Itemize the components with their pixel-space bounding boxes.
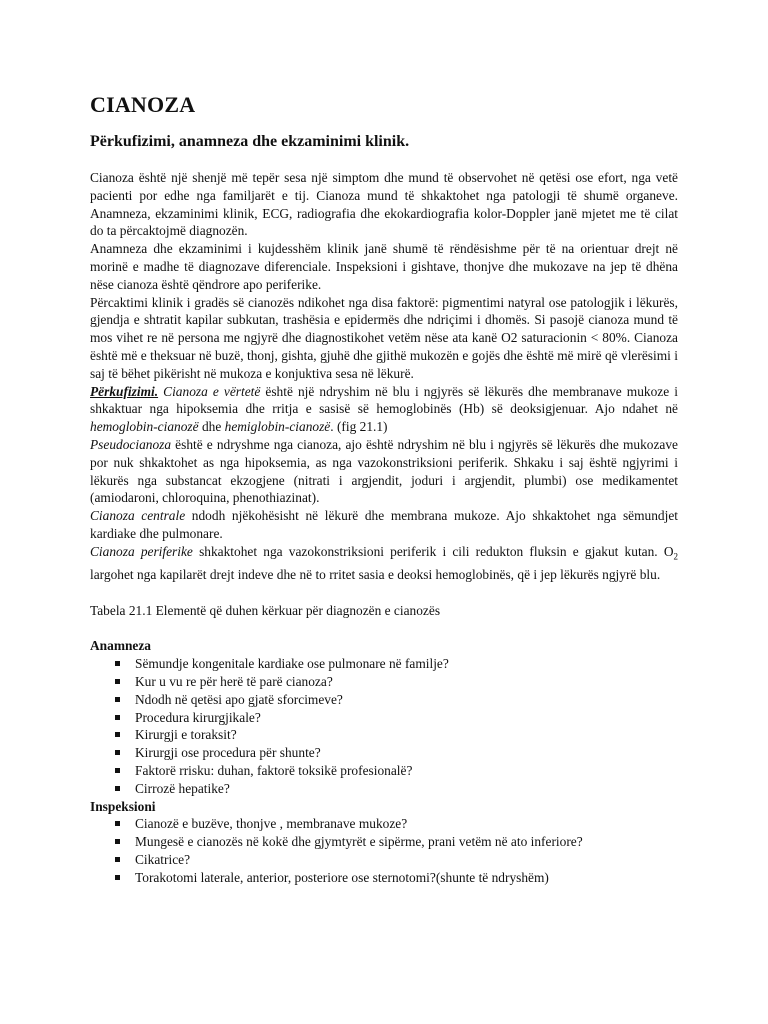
term-pseudocyanosis: Pseudocianoza bbox=[90, 436, 172, 452]
section-heading: Inspeksioni bbox=[90, 798, 156, 814]
list-item: Cirrozë hepatike? bbox=[90, 780, 678, 798]
list-item: Kur u vu re për herë të parë cianoza? bbox=[90, 673, 678, 691]
document-body bbox=[90, 92, 678, 887]
list-item: Kirurgji ose procedura për shunte? bbox=[90, 744, 678, 762]
square-bullet-icon bbox=[115, 821, 120, 826]
section-anamneza bbox=[90, 637, 678, 797]
paragraph-intro: Cianoza është një shenjë më tepër sesa një simptom dhe mund të observohet në qetësi ose efort, nga vetë pacienti por edhe nga familjarët e tij. Cianoza mund të shkaktohet nga patologji të shumë organeve. Anamneza, ekzaminimi klinik, ECG, radiografia dhe ekokardiografia kolor-Doppler janë mjetet me të cilat do ta përcaktojmë diagnozën. bbox=[90, 170, 678, 239]
section-inspeksioni bbox=[90, 798, 678, 887]
paragraph-definition: Përkufizimi. Cianoza e vërtetë është një ndryshim në blu i ngjyrës së lëkurës dhe membranave mukoze i shkaktuar nga hipoksemia dhe rritja e sasisë së hemoglobinës (Hb) së deoksigjenuar. Ajo ndahet në hemoglobin-cianozë dhe hemiglobin-cianozë. (fig 21.1) bbox=[90, 383, 678, 435]
section-heading: Anamneza bbox=[90, 638, 151, 654]
square-bullet-icon bbox=[115, 732, 120, 737]
section-subtitle: Përkufizimi, anamneza dhe ekzaminimi klinik. bbox=[90, 133, 410, 150]
paragraph-clinical-grade: Përcaktimi klinik i gradës së cianozës ndikohet nga disa faktorë: pigmentimi natyral ose patologjik i lëkurës, gjendja e shtratit kapilar subkutan, trashësia e epidermës dhe ndriçimi i dhomës. Si pasojë cianoza mund të mos vihet re në persona me ngjyrë dhe diagnostikohet vetëm nëse ata kanë O2 saturacionin < 80%. Cianoza është më e theksuar në buzë, thonj, gishta, gjuhë dhe gjithë mukozën e gojës dhe është më mirë që vlerësimi i saj të bëhet pikërisht në mukoza e konjuktiva sesa në lëkurë. bbox=[90, 294, 678, 381]
list-item: Cikatrice? bbox=[90, 851, 678, 869]
square-bullet-icon bbox=[115, 750, 120, 755]
square-bullet-icon bbox=[115, 661, 120, 666]
term-hemoglobin-cyanosis: hemoglobin-cianozë bbox=[90, 419, 199, 435]
square-bullet-icon bbox=[115, 768, 120, 773]
checklist-inspeksioni bbox=[90, 815, 678, 886]
square-bullet-icon bbox=[115, 875, 120, 880]
paragraph-peripheral-cyanosis: Cianoza periferike shkaktohet nga vazokonstriksioni periferik i cili redukton fluksin e gjakut kutan. $O_2$ largohet nga kapilarët drejt indeve dhe në to rritet sasia e deoksi hemoglobinës, që i jep lëkurës ngjyrë blu. bbox=[90, 543, 679, 583]
list-item: Sëmundje kongenitale kardiake ose pulmonare në familje? bbox=[90, 655, 678, 673]
list-item: Procedura kirurgjikale? bbox=[90, 709, 678, 727]
paragraph-central-cyanosis: Cianoza centrale ndodh njëkohësisht në lëkurë dhe membrana mukoze. Ajo shkaktohet nga sëmundjet kardiake dhe pulmonare. bbox=[90, 508, 678, 541]
list-item: Torakotomi laterale, anterior, posteriore ose sternotomi?(shunte të ndryshëm) bbox=[90, 869, 678, 887]
checklist-anamneza bbox=[90, 655, 678, 797]
definition-lead: Përkufizimi. bbox=[90, 383, 159, 399]
square-bullet-icon bbox=[115, 715, 120, 720]
square-bullet-icon bbox=[115, 697, 120, 702]
square-bullet-icon bbox=[115, 839, 120, 844]
term-peripheral-cyanosis: Cianoza periferike bbox=[90, 543, 193, 559]
term-true-cyanosis: Cianoza e vërtetë bbox=[163, 383, 261, 399]
square-bullet-icon bbox=[115, 679, 120, 684]
document-title: CIANOZA bbox=[90, 92, 196, 117]
paragraph-pseudocyanosis: Pseudocianoza është e ndryshme nga cianoza, ajo është ndryshim në blu i ngjyrës së lëkurës dhe mukozave por nuk shkaktohet as nga hipoksemia, as nga vazokonstriksioni periferik. Shkaku i saj është ngjyrimi i lëkurës nga substancat ekzogjene (nitrati i argjendit, joduri i argjendit, plumbi) ose medikamentet (amiodaroni, chloroquina, phenothiazinat). bbox=[90, 436, 678, 506]
term-central-cyanosis: Cianoza centrale bbox=[90, 508, 186, 524]
term-hemiglobin-cyanosis: hemiglobin-cianozë bbox=[224, 419, 331, 435]
square-bullet-icon bbox=[115, 786, 120, 791]
list-item: Cianozë e buzëve, thonjve , membranave mukoze? bbox=[90, 815, 678, 833]
list-item: Ndodh në qetësi apo gjatë sforcimeve? bbox=[90, 691, 678, 709]
list-item: Kirurgji e toraksit? bbox=[90, 726, 678, 744]
list-item: Mungesë e cianozës në kokë dhe gjymtyrët e sipërme, prani vetëm në ato inferiore? bbox=[90, 833, 678, 851]
table-caption: Tabela 21.1 Elementë që duhen kërkuar për diagnozën e cianozës bbox=[90, 602, 441, 618]
paragraph-anamnesis: Anamneza dhe ekzaminimi i kujdesshëm klinik janë shumë të rëndësishme për të na orientuar drejt në morinë e madhe të diagnozave diferenciale. Inspeksioni i gishtave, thonjve dhe mukozave na jep të dhëna nëse cianoza është qëndrore apo periferike. bbox=[90, 241, 678, 292]
list-item: Faktorë rrisku: duhan, faktorë toksikë profesionalë? bbox=[90, 762, 678, 780]
square-bullet-icon bbox=[115, 857, 120, 862]
